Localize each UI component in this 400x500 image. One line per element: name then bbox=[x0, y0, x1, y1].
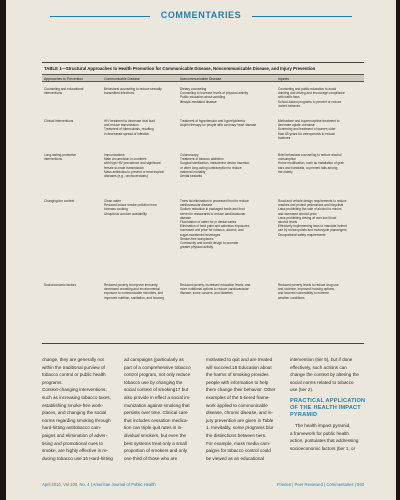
table-cell-line: alcohol levels bbox=[278, 220, 298, 225]
table-bottom-rule bbox=[42, 343, 364, 344]
table-cell-line: maternal mortality bbox=[180, 169, 206, 174]
table-cell-line: Home modification, such as installation of grab bbox=[278, 161, 344, 166]
table-cell-line: transmitted infections bbox=[104, 91, 135, 96]
table-cell-line: use by motorcyclists and motorcycle passengers bbox=[278, 228, 347, 233]
body-text-line: action, postulates that addressing bbox=[290, 438, 359, 444]
body-text-line: effectively, such actions can bbox=[290, 364, 347, 370]
table-cell-line: Long-lasting protective bbox=[44, 153, 77, 157]
table-cell-line: consumption bbox=[278, 157, 297, 162]
table-cell-line: Sodium reduction in packaged foods and food bbox=[180, 207, 245, 212]
body-text-line: part of a comprehensive tobacco bbox=[124, 364, 191, 370]
table-cell-line: Increased unit price for tobacco, alcohol, and bbox=[180, 228, 244, 233]
table-cell-line: drinking and driving and encourage compliance bbox=[278, 91, 345, 96]
table-cell-line: Treatment of hypertension and hyperlipidemia bbox=[180, 119, 245, 123]
table-cell-line: Brief behavioral counseling to reduce alcohol bbox=[278, 153, 342, 157]
section-heading-line: PRACTICAL APPLICATION bbox=[290, 397, 366, 404]
table-cell-line: Reduced poverty levels to reduce drug use bbox=[278, 283, 339, 287]
table-cell-line: Road and vehicle design requirements to reduce bbox=[278, 199, 347, 203]
table-cell-line: Trans fat elimination in processed food to reduce bbox=[180, 199, 249, 203]
section-title: COMMENTARIES bbox=[160, 10, 242, 20]
section-heading-line: OF THE HEALTH IMPACT bbox=[290, 404, 361, 411]
body-text-line: intervention (tier 5), but if done bbox=[290, 357, 353, 362]
table-cell-noncommunicable bbox=[180, 153, 250, 178]
body-text-line: paigns for tobacco control could bbox=[206, 448, 271, 454]
table-cell-line: bars and handrails, to prevent falls among bbox=[278, 165, 338, 170]
footer-page-info: Frieden | Peer Reviewed | Commentaries | 593 bbox=[276, 482, 364, 487]
table-cell-line: weather conditions bbox=[278, 295, 305, 300]
banner-rule-left bbox=[50, 16, 150, 17]
table-cell-line: Socioeconomic factors bbox=[44, 283, 77, 287]
body-text-line: people with information to help bbox=[206, 379, 269, 385]
body-text-line: social context of smoking17 but bbox=[124, 387, 189, 393]
table-cell-line: interventions bbox=[44, 91, 63, 96]
table-cell-line: Smoke-free workplaces bbox=[180, 236, 214, 241]
table-cell-line: greater physical activity bbox=[180, 245, 214, 250]
body-text-line: examples of the 5-tiered frame- bbox=[206, 394, 270, 400]
body-text-line: that includes cessation medica- bbox=[124, 417, 189, 423]
table-cell-line: Dental sealants bbox=[180, 174, 202, 179]
table-cell-noncommunicable bbox=[180, 283, 250, 296]
table-cell-line: Laws prohibiting the sale of alcohol to minors bbox=[278, 207, 342, 212]
table-cell-line: violent behavior bbox=[278, 103, 301, 108]
section-banner bbox=[6, 8, 396, 26]
table-1 bbox=[42, 62, 364, 344]
table-cell-line: in decreased spread of infection bbox=[104, 131, 150, 136]
table-cell-line: Behavioral counseling to reduce sexually bbox=[104, 87, 162, 91]
table-cell-injuries bbox=[278, 283, 339, 300]
body-text-line: For example, mass media cam- bbox=[206, 440, 271, 446]
table-cell-injuries bbox=[278, 199, 347, 237]
table-cell-communicable bbox=[104, 283, 164, 300]
table-cell-line: with traffic laws bbox=[278, 95, 300, 100]
table-cell-approach bbox=[44, 199, 74, 203]
body-text-line: establishing smoke-free work- bbox=[42, 402, 104, 408]
table-cell-line: than 65 years for osteoporosis to reduce bbox=[278, 131, 336, 136]
table-cell-approach bbox=[44, 153, 76, 161]
body-text-line: them change their behavior. Other bbox=[206, 387, 276, 393]
table-header-approach: Approaches to Prevention bbox=[44, 76, 84, 81]
body-text-line: The health impact pyramid, bbox=[295, 422, 351, 428]
table-cell-line: exposure to communicable microbes, and bbox=[104, 291, 163, 296]
text-column-1 bbox=[42, 356, 114, 462]
table-cell-line: Treatment of tuberculosis, resulting bbox=[104, 127, 154, 132]
table-cell-injuries bbox=[278, 119, 340, 140]
article-body bbox=[42, 356, 364, 466]
table-cell-line: interventions bbox=[44, 157, 63, 162]
body-text-line: socioeconomic factors (tier 1, or bbox=[290, 445, 356, 451]
table-cell-communicable bbox=[104, 153, 164, 178]
text-column-3 bbox=[206, 356, 278, 462]
text-column-4 bbox=[290, 356, 366, 452]
table-cell-communicable bbox=[104, 119, 155, 136]
table-header-row bbox=[42, 74, 364, 82]
page-footer bbox=[42, 482, 364, 490]
table-cell-line: and increased alcohol price bbox=[278, 211, 317, 216]
footer-journal-info: April 2010, Vol 100, No. 4 | American Journal of Public Health bbox=[42, 482, 156, 487]
table-cell-line: Reduced poverty to improve immunity, bbox=[104, 283, 159, 287]
table-header-noncommunicable: Noncommunicable Disease bbox=[180, 76, 222, 81]
body-text-line: programs. bbox=[42, 379, 63, 385]
table-cell-line: Reduced indoor smoke pollution from bbox=[104, 203, 157, 208]
body-text-line: the harms of smoking provides bbox=[206, 372, 269, 378]
table-cell-approach bbox=[44, 283, 76, 287]
body-text-line: hard-hitting antitobacco cam- bbox=[42, 425, 102, 431]
body-text-line: ad campaigns (particularly as bbox=[124, 357, 184, 362]
table-cell-line: lifestyle-mediated disease bbox=[180, 99, 217, 104]
table-cell-line: or other long-acting contraception to reduce bbox=[180, 165, 242, 170]
table-cell-communicable bbox=[104, 87, 162, 95]
table-cell-line: biomass cooking bbox=[104, 207, 128, 212]
banner-rule-right bbox=[252, 16, 352, 17]
table-cell-line: disease bbox=[180, 215, 191, 220]
body-text-line: tobacco use by changing the bbox=[124, 379, 183, 385]
table-cell-line: Counseling to increase levels of physical activity bbox=[180, 91, 249, 96]
body-text-line: best systems treat only a small bbox=[124, 440, 187, 446]
table-cell-line: Treatment of tobacco addiction bbox=[180, 157, 224, 162]
table-cell-line: Community and transit design to promote bbox=[180, 241, 239, 246]
table-cell-line: the elderly bbox=[278, 169, 293, 174]
table-cell-line: Effectively implementing laws to mandate helmet bbox=[278, 224, 347, 229]
body-text-line: tising and promotional cues to bbox=[42, 440, 104, 446]
body-text-line: jury prevention are given in Table bbox=[206, 417, 274, 423]
table-cell-line: fractures bbox=[278, 135, 291, 140]
text-column-2 bbox=[124, 356, 196, 462]
table-cell-line: Dietary counseling bbox=[180, 87, 207, 91]
table-cell-noncommunicable bbox=[180, 87, 248, 104]
table-cell-line: Clean water bbox=[104, 199, 122, 203]
table-cell-line: Immunizations bbox=[104, 153, 125, 157]
body-text-line: social norms related to tobacco bbox=[290, 379, 354, 385]
body-text-line: Context-changing interventions, bbox=[42, 387, 107, 393]
table-cell-line: more nutritional options to reduce cardiovascular bbox=[180, 287, 249, 292]
table-cell-line: School-based programs to prevent or reduce bbox=[278, 99, 342, 104]
body-text-line: motivated to quit and are treated bbox=[206, 357, 273, 362]
body-text-line: ducing tobacco use.16 Hard-hitting bbox=[42, 455, 113, 461]
body-text-line: be viewed as an educational bbox=[206, 455, 264, 461]
body-text-line: also provide in effect a social im- bbox=[124, 394, 191, 400]
table-header-injuries: Injuries bbox=[278, 76, 289, 81]
body-text-line: places, and changing the social bbox=[42, 410, 107, 416]
body-text-line: the distinctions between tiers. bbox=[206, 432, 267, 438]
table-cell-line: Occupational safety requirements bbox=[278, 232, 326, 237]
table-cell-line: crashes and protect pedestrians and bicyclists bbox=[278, 203, 344, 208]
table-cell-line: served in restaurants to reduce cardiovascular bbox=[180, 211, 246, 216]
table-cell-line: Methadone and buprenorphine treatment to bbox=[278, 119, 340, 123]
table-title: TABLE 1—Structural Approaches to Health Promotion for Communicable Disease, Noncommunicable Disease, and Injury Prevention bbox=[44, 66, 316, 71]
body-text-line: change the context by altering the bbox=[290, 372, 359, 378]
table-cell-line: disease, some cancers, and diabetes bbox=[180, 291, 233, 296]
table-cell-line: Reduced poverty, increased education levels, and bbox=[180, 283, 251, 287]
body-text-line: dividual smokers, but even the bbox=[124, 432, 187, 438]
table-cell-line: cardiovascular disease bbox=[180, 203, 213, 208]
table-cell-line: Fluoridation of water for pr dental caries bbox=[180, 220, 237, 225]
table-cell-line: Colonoscopy bbox=[180, 153, 199, 157]
table-cell-line: sugar-sweetened beverages bbox=[180, 232, 221, 237]
table-cell-line: Changing the context bbox=[44, 199, 75, 203]
body-text-line: 1. Inevitably, some programs blur bbox=[206, 425, 274, 431]
table-cell-approach bbox=[44, 119, 73, 123]
body-text-line: proportion of smokers and only bbox=[124, 448, 188, 454]
body-text-line: control program, not only reduce bbox=[124, 372, 191, 378]
table-cell-line: Elimination of lead paint and asbestos exposures bbox=[180, 224, 250, 229]
table-cell-noncommunicable bbox=[180, 119, 256, 127]
body-text-line: munization against smoking that bbox=[124, 402, 190, 408]
body-text-line: work applied to communicable bbox=[206, 402, 268, 408]
table-cell-line: improved nutrition, sanitation, and housing bbox=[104, 295, 164, 300]
table-cell-line: Ubiquitous condom availability bbox=[104, 211, 147, 216]
body-text-line: use (tier 2). bbox=[290, 387, 314, 393]
table-cell-line: Aspirin therapy for people with coronary heart disease bbox=[180, 123, 257, 128]
table-cell-line: Male circumcision in countries bbox=[104, 157, 147, 162]
table-cell-line: female-to-male transmission bbox=[104, 165, 145, 170]
table-cell-line: diseases (e.g., onchocerciasis) bbox=[104, 174, 148, 179]
table-cell-injuries bbox=[278, 153, 344, 174]
body-text-line: tion can triple quit rates in in- bbox=[124, 425, 183, 431]
body-text-line: smoke, are highly effective in re- bbox=[42, 448, 109, 454]
table-cell-line: with high HIV prevalence and significant bbox=[104, 161, 161, 166]
body-text-line: one third of those who are bbox=[124, 455, 178, 461]
table-cell-line: Surgical sterilization, intrauterine device insertion, bbox=[180, 161, 250, 166]
table-cell-line: decrease opiate overdose bbox=[278, 123, 315, 128]
body-text-line: such as increasing tobacco taxes, bbox=[42, 394, 111, 400]
body-text-line: change, they are generally not bbox=[42, 357, 104, 362]
table-cell-line: Public education about avoiding bbox=[180, 95, 226, 100]
body-text-line: within the traditional purview of bbox=[42, 364, 105, 370]
table-cell-line: Counseling and public education to avoid bbox=[278, 87, 337, 91]
table-cell-line: decreased crowding and environmental bbox=[104, 287, 160, 292]
table-cell-line: Laws prohibiting driving at over low blood bbox=[278, 215, 337, 220]
body-text-line: a framework for public health bbox=[290, 430, 349, 436]
body-text-line: paigns and elimination of adver- bbox=[42, 432, 108, 438]
table-cell-injuries bbox=[278, 87, 345, 108]
table-header-communicable: Communicable Disease bbox=[104, 76, 140, 81]
body-text-line: tobacco control or public health bbox=[42, 372, 106, 378]
table-cell-line: and violence, improved housing options, bbox=[278, 287, 335, 292]
journal-page bbox=[6, 0, 396, 500]
table-cell-line: Screening and treatment of women older bbox=[278, 127, 336, 132]
table-cell-line: and lowered vulnerability to extreme bbox=[278, 291, 330, 296]
section-heading-line: PYRAMID bbox=[290, 411, 318, 418]
body-text-line: persists over time. Clinical care bbox=[124, 410, 188, 416]
table-cell-line: Mass antibiotics to prevent or treat tropical bbox=[104, 169, 164, 174]
body-text-line: disease, chronic disease, and in- bbox=[206, 410, 273, 416]
table-cell-approach bbox=[44, 87, 83, 95]
table-cell-communicable bbox=[104, 199, 157, 216]
table-cell-line: Clinical interventions bbox=[44, 119, 74, 123]
table-cell-line: Counseling and educational bbox=[44, 87, 84, 91]
table-cell-line: HIV treatment to decrease viral load bbox=[104, 119, 155, 123]
table-cell-line: and reduce transmission bbox=[104, 123, 139, 128]
body-text-line: will succeed.18 Education about bbox=[206, 364, 272, 370]
table-cell-noncommunicable bbox=[180, 199, 249, 249]
body-text-line: norms regarding smoking through bbox=[42, 417, 111, 423]
